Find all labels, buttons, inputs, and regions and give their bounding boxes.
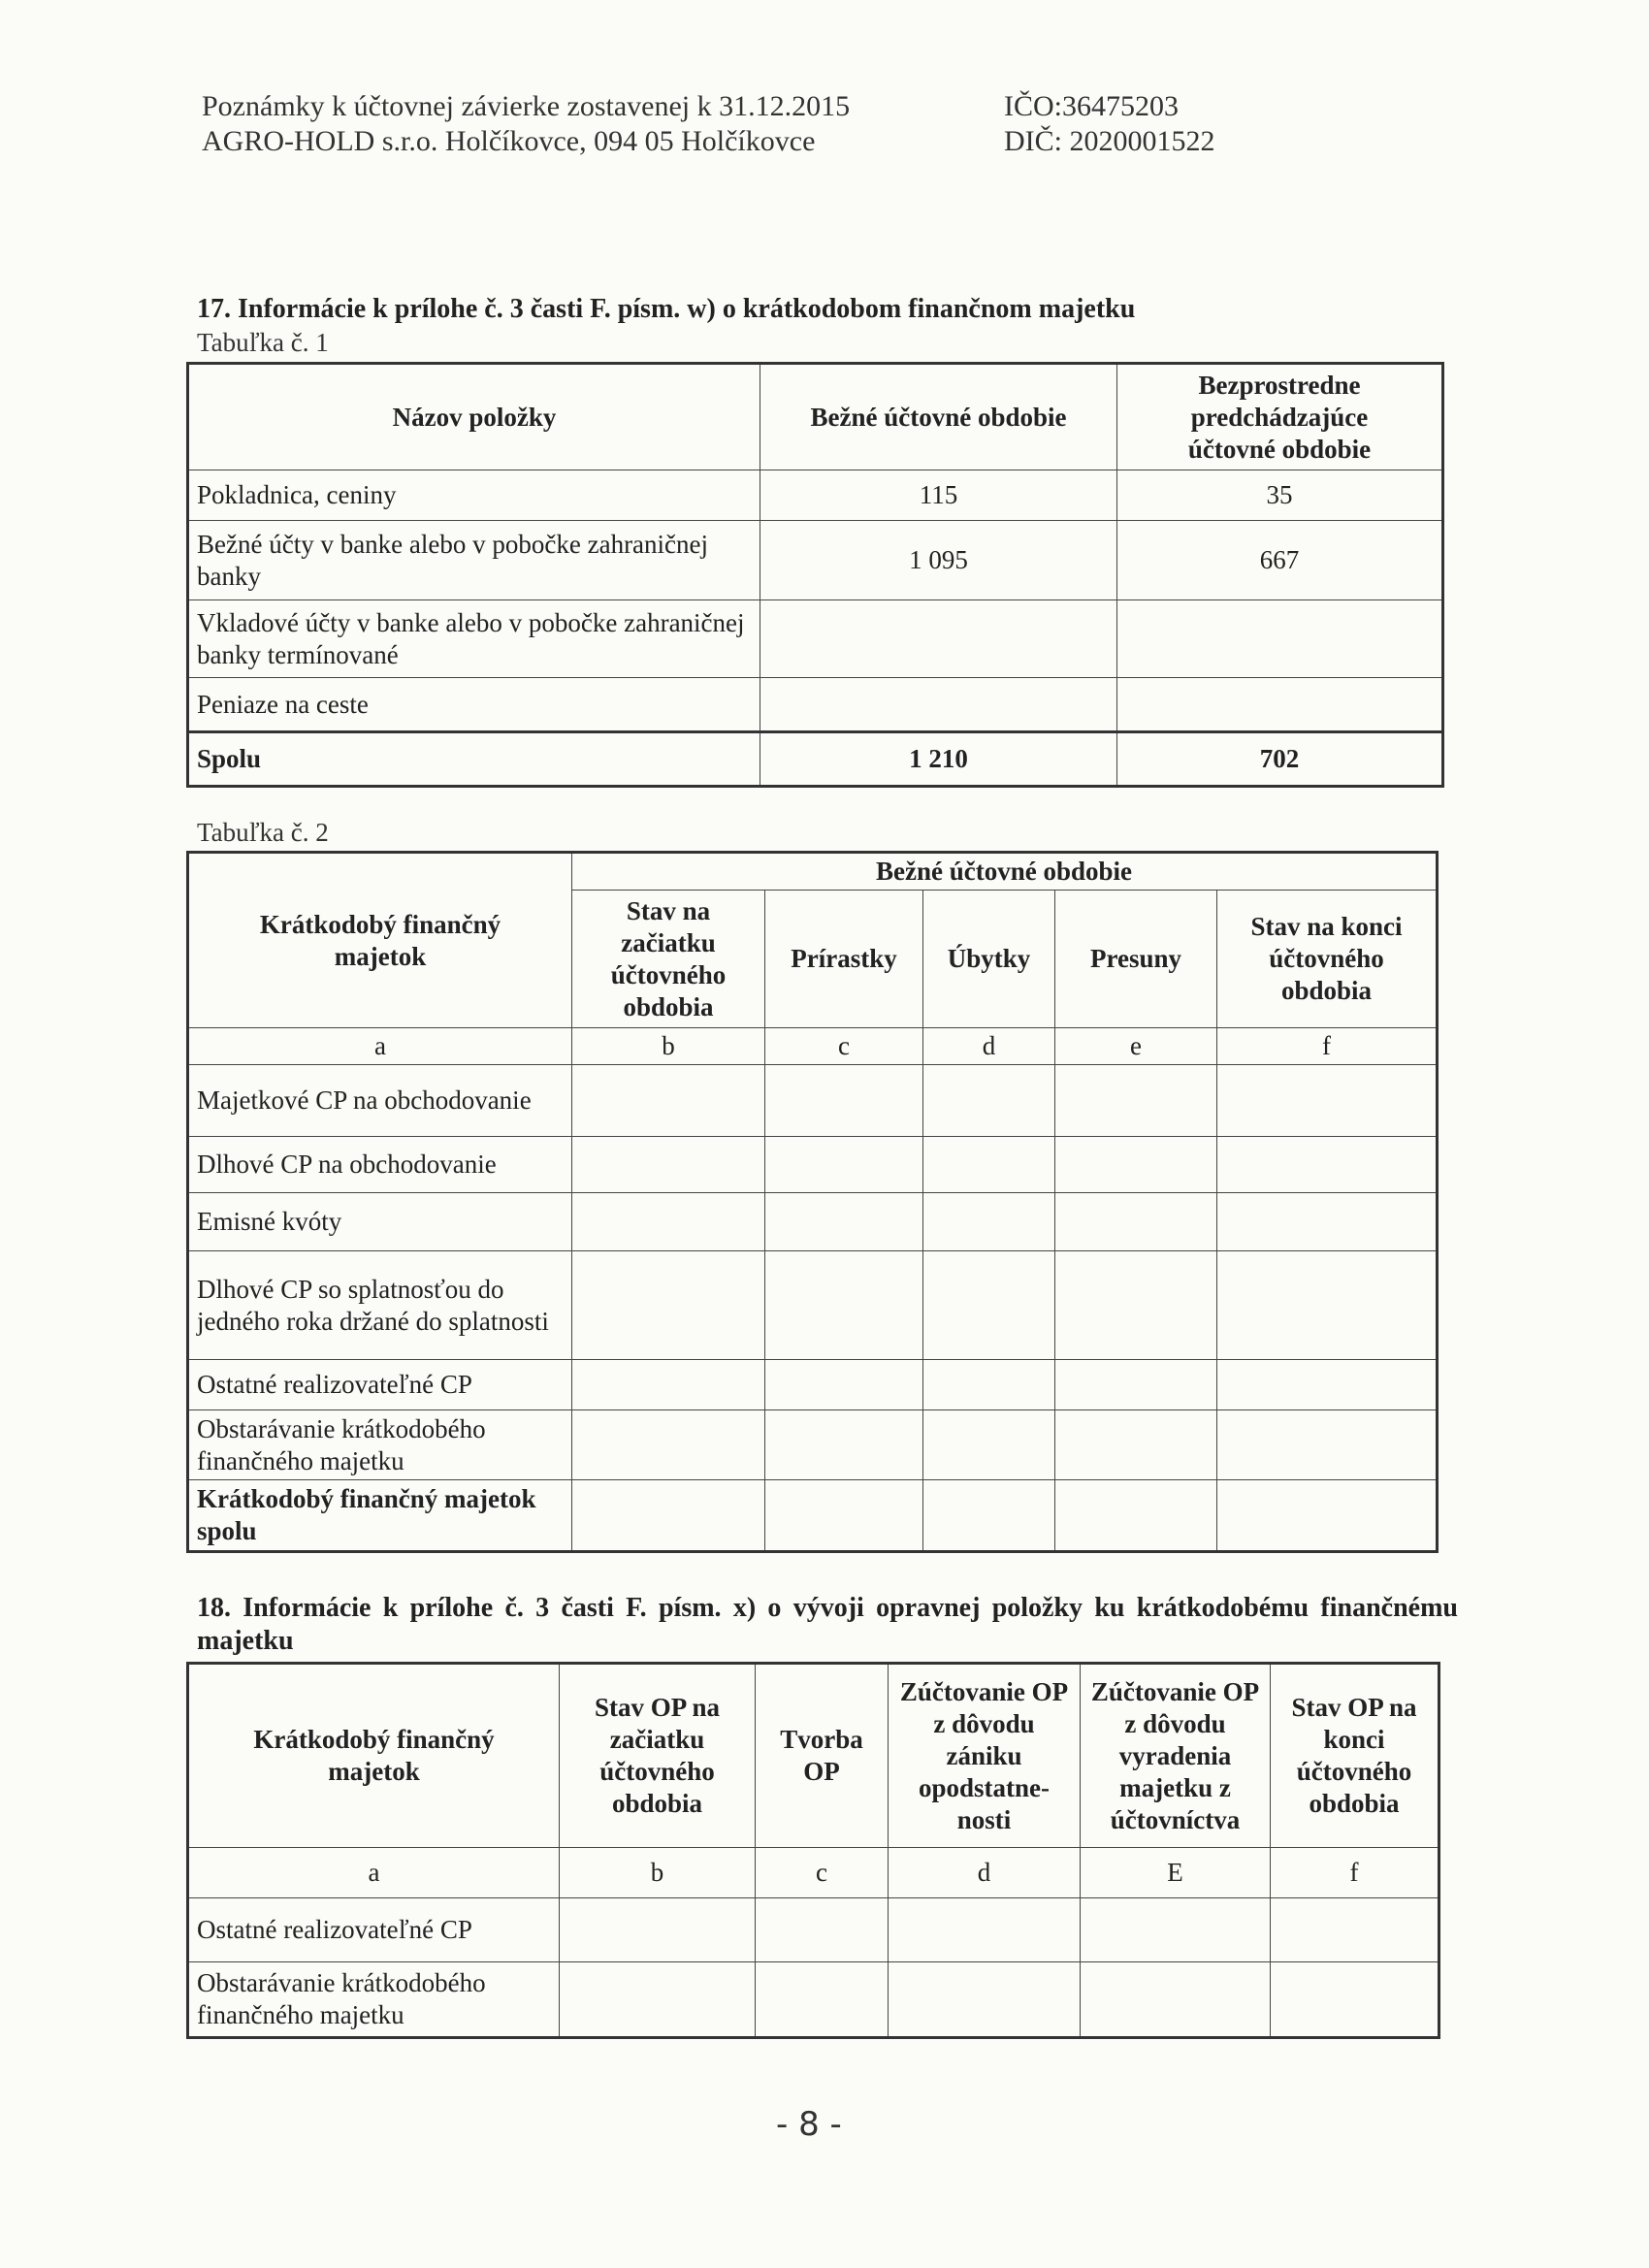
column-header-disposals: Úbytky <box>923 891 1055 1028</box>
header-dic: DIČ: 2020001522 <box>1004 125 1215 157</box>
table-row <box>188 1962 1439 2038</box>
table2-caption: Tabuľka č. 2 <box>197 818 329 847</box>
column-header-closing: Stav na konci účtovného obdobia <box>1217 891 1438 1028</box>
letter-d: d <box>889 1848 1081 1898</box>
column-header-additions: Prírastky <box>765 891 923 1028</box>
table-short-term-financial-assets-movements <box>186 851 1439 1553</box>
header-right <box>1004 89 1215 159</box>
table-row <box>188 678 1443 732</box>
column-header-current-period: Bežné účtovné obdobie <box>760 364 1117 470</box>
row-label: Dlhové CP na obchodovanie <box>188 1137 572 1193</box>
letter-f: f <box>1217 1028 1438 1065</box>
page-number: - 8 - <box>776 2105 842 2144</box>
table-valuation-allowance <box>186 1662 1440 2039</box>
row-label: Ostatné realizovateľné CP <box>188 1360 572 1410</box>
table-total-row <box>188 732 1443 787</box>
row-label: Majetkové CP na obchodovanie <box>188 1065 572 1137</box>
total-current: 1 210 <box>760 732 1117 787</box>
cell-current: 1 095 <box>760 521 1117 600</box>
column-header-opening: Stav na začiatku účtovného obdobia <box>572 891 765 1028</box>
letter-a: a <box>188 1848 560 1898</box>
letter-row <box>188 1028 1438 1065</box>
row-label: Emisné kvóty <box>188 1193 572 1251</box>
table-row <box>188 1898 1439 1962</box>
table-row <box>188 1360 1438 1410</box>
column-header-opening-op: Stav OP na začiatku účtovného obdobia <box>560 1664 756 1848</box>
cell-current <box>760 600 1117 678</box>
letter-e: e <box>1055 1028 1217 1065</box>
cell-current: 115 <box>760 470 1117 521</box>
header-ico: IČO:36475203 <box>1004 90 1179 122</box>
letter-row <box>188 1848 1439 1898</box>
column-header-settlement-disposal: Zúčtovanie OP z dôvodu vyradenia majetku z účtovníctva <box>1081 1664 1271 1848</box>
row-label: Vkladové účty v banke alebo v pobočke zahraničnej banky termínované <box>188 600 760 678</box>
column-header-item-name: Názov položky <box>188 364 760 470</box>
letter-c: c <box>756 1848 889 1898</box>
letter-b: b <box>560 1848 756 1898</box>
table-row <box>188 1137 1438 1193</box>
column-header-settlement-lapse: Zúčtovanie OP z dôvodu zániku opodstatne-nosti <box>889 1664 1081 1848</box>
section-18-title: 18. Informácie k prílohe č. 3 časti F. písm. x) o vývoji opravnej položky ku krátkodobému finančnému majetku <box>197 1593 1458 1656</box>
table-row <box>188 600 1443 678</box>
table-row <box>188 1410 1438 1480</box>
row-label: Peniaze na ceste <box>188 678 760 732</box>
section-17-title: 17. Informácie k prílohe č. 3 časti F. písm. w) o krátkodobom finančnom majetku <box>197 294 1136 324</box>
letter-e: E <box>1081 1848 1271 1898</box>
column-header-previous-period: Bezprostredne predchádzajúce účtovné obdobie <box>1117 364 1443 470</box>
cell-previous: 667 <box>1117 521 1443 600</box>
header-company: AGRO-HOLD s.r.o. Holčíkovce, 094 05 Holčíkovce <box>202 125 816 157</box>
table-row <box>188 521 1443 600</box>
table-total-row <box>188 1480 1438 1552</box>
row-label: Ostatné realizovateľné CP <box>188 1898 560 1962</box>
letter-d: d <box>923 1028 1055 1065</box>
table-row <box>188 1065 1438 1137</box>
header-notes-title: Poznámky k účtovnej závierke zostavenej k 31.12.2015 <box>202 90 851 122</box>
row-label: Dlhové CP so splatnosťou do jedného roka držané do splatnosti <box>188 1251 572 1360</box>
table-row <box>188 1193 1438 1251</box>
cell-previous: 35 <box>1117 470 1443 521</box>
row-label: Obstarávanie krátkodobého finančného majetku <box>188 1962 560 2038</box>
row-label: Bežné účty v banke alebo v pobočke zahraničnej banky <box>188 521 760 600</box>
row-label: Pokladnica, ceniny <box>188 470 760 521</box>
cell-current <box>760 678 1117 732</box>
column-header-closing-op: Stav OP na konci účtovného obdobia <box>1271 1664 1439 1848</box>
total-label: Spolu <box>188 732 760 787</box>
table-row <box>188 1251 1438 1360</box>
cell-previous <box>1117 678 1443 732</box>
total-label: Krátkodobý finančný majetok spolu <box>188 1480 572 1552</box>
column-header-asset: Krátkodobý finančný majetok <box>188 1664 560 1848</box>
letter-f: f <box>1271 1848 1439 1898</box>
total-previous: 702 <box>1117 732 1443 787</box>
header-left <box>202 89 850 159</box>
letter-c: c <box>765 1028 923 1065</box>
column-header-asset: Krátkodobý finančný majetok <box>188 853 572 1028</box>
column-group-current-period: Bežné účtovné obdobie <box>572 853 1438 891</box>
column-header-transfers: Presuny <box>1055 891 1217 1028</box>
table-short-term-financial-assets <box>186 362 1444 788</box>
cell-previous <box>1117 600 1443 678</box>
column-header-creation-op: Tvorba OP <box>756 1664 889 1848</box>
letter-b: b <box>572 1028 765 1065</box>
table-row <box>188 470 1443 521</box>
table1-caption: Tabuľka č. 1 <box>197 328 329 357</box>
row-label: Obstarávanie krátkodobého finančného majetku <box>188 1410 572 1480</box>
letter-a: a <box>188 1028 572 1065</box>
